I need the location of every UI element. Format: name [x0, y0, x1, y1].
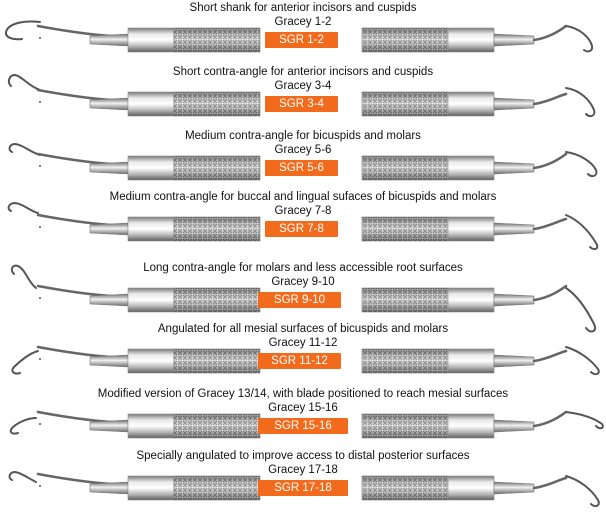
instrument-description: Short shank for anterior incisors and cuspids: [189, 2, 417, 14]
instrument-row: [0, 450, 606, 515]
product-code-badge: SGR 5-6: [265, 160, 338, 176]
instrument-model: Gracey 1-2: [274, 16, 332, 28]
product-code-badge: SGR 7-8: [265, 221, 338, 237]
instrument-row: [0, 323, 606, 388]
product-code-badge: SGR 11-12: [258, 353, 341, 369]
product-code-badge: SGR 15-16: [258, 418, 348, 434]
instrument-model: Gracey 7-8: [274, 205, 332, 217]
instrument-description: Short contra-angle for anterior incisors and cuspids: [172, 66, 434, 78]
instrument-row: [0, 130, 606, 195]
instrument-row: [0, 191, 606, 256]
instrument-model: Gracey 11-12: [268, 337, 338, 349]
product-code-badge: SGR 1-2: [265, 32, 338, 48]
product-code-badge: SGR 17-18: [258, 480, 348, 496]
instrument-row: [0, 262, 606, 327]
instrument-description: Long contra-angle for molars and less accessible root surfaces: [143, 262, 463, 274]
instrument-description: Modified version of Gracey 13/14, with blade positioned to reach mesial surfaces: [97, 388, 509, 400]
instrument-model: Gracey 15-16: [268, 402, 338, 414]
instrument-row: [0, 2, 606, 67]
product-code-badge: SGR 3-4: [265, 96, 338, 112]
instrument-description: Medium contra-angle for buccal and lingual sufaces of bicuspids and molars: [109, 191, 497, 203]
instrument-row: [0, 66, 606, 131]
instrument-model: Gracey 9-10: [271, 276, 335, 288]
instrument-model: Gracey 17-18: [268, 464, 338, 476]
instrument-description: Angulated for all mesial surfaces of bicuspids and molars: [157, 323, 449, 335]
instrument-description: Medium contra-angle for bicuspids and molars: [185, 130, 421, 142]
product-code-badge: SGR 9-10: [258, 292, 341, 308]
instrument-model: Gracey 3-4: [274, 80, 332, 92]
instrument-row: [0, 388, 606, 453]
instrument-model: Gracey 5-6: [274, 144, 332, 156]
instrument-description: Specially angulated to improve access to distal posterior surfaces: [136, 450, 470, 462]
